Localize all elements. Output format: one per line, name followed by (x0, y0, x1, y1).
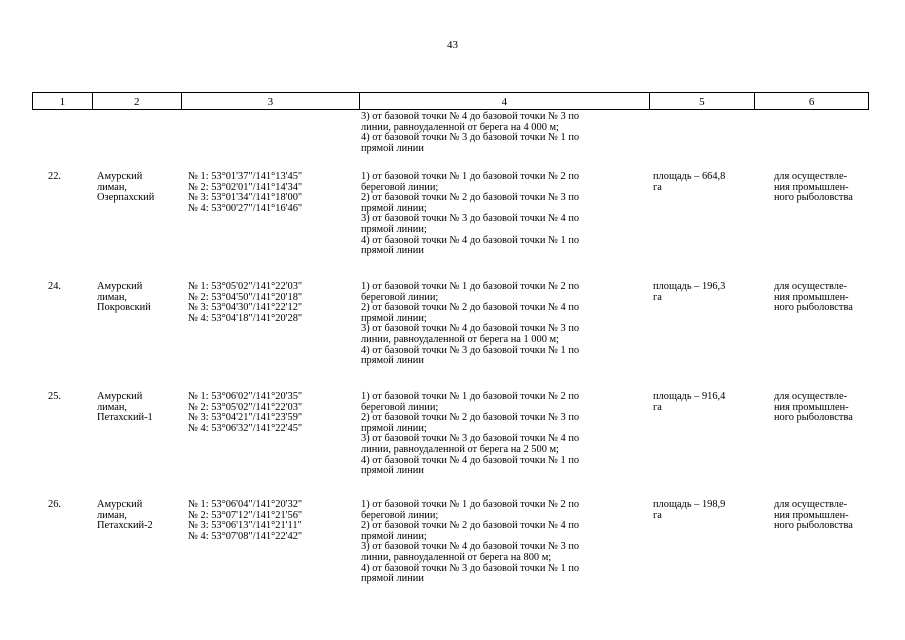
text-line: 3) от базовой точки № 4 до базовой точки № 3 по (361, 541, 580, 553)
text-line: ного рыболовства (774, 520, 853, 532)
text-line: береговой линии; (361, 509, 439, 521)
text-line: линии, равноудаленной от берега на 1 000 м; (361, 333, 559, 345)
text-line: площадь – 198,9 (653, 499, 726, 510)
boundary-description (361, 392, 646, 477)
text-line: площадь – 664,8 (653, 171, 726, 182)
text-line: № 1: 53°01'37"/141°13'45" (188, 171, 303, 182)
text-line: 2) от базовой точки № 2 до базовой точки № 3 по (361, 192, 580, 204)
text-line: 1) от базовой точки № 1 до базовой точки № 2 по (361, 281, 580, 292)
text-line: ния промышлен- (774, 181, 849, 193)
text-line: Петахский-2 (97, 520, 153, 532)
row-number: 25. (48, 391, 61, 402)
text-line: ния промышлен- (774, 401, 849, 413)
text-line: для осуществле- (774, 391, 848, 402)
purpose (774, 500, 874, 532)
coordinates (188, 172, 358, 214)
site-name (97, 500, 187, 532)
text-line: 1) от базовой точки № 1 до базовой точки № 2 по (361, 499, 580, 510)
area (653, 172, 753, 193)
row-number: 26. (48, 499, 61, 510)
text-line: № 4: 53°00'27"/141°16'46" (188, 202, 303, 214)
text-line: линии, равноудаленной от берега на 2 500 м; (361, 443, 559, 455)
continuation-text (361, 112, 651, 154)
header-cell: 6 (754, 93, 868, 109)
text-line: для осуществле- (774, 281, 848, 292)
text-line: 2) от базовой точки № 2 до базовой точки № 4 по (361, 520, 580, 532)
text-line: лиман, (97, 401, 128, 413)
text-line: ния промышлен- (774, 291, 849, 303)
text-line: для осуществле- (774, 171, 848, 182)
text-line: № 3: 53°04'30"/141°22'12" (188, 302, 303, 314)
text-line: 2) от базовой точки № 2 до базовой точки № 3 по (361, 412, 580, 424)
text-line: № 1: 53°06'02"/141°20'35" (188, 391, 303, 402)
purpose (774, 392, 874, 424)
text-line: 4) от базовой точки № 3 до базовой точки № 1 по (361, 562, 580, 574)
boundary-description (361, 172, 646, 257)
text-line: прямой линии (361, 465, 424, 477)
text-line: № 2: 53°04'50"/141°20'18" (188, 291, 303, 303)
row-number: 24. (48, 281, 61, 292)
text-line: 4) от базовой точки № 3 до базовой точки № 1 по (361, 132, 580, 144)
header-cell: 5 (649, 93, 755, 109)
text-line: Амурский (97, 281, 143, 292)
text-line: га (653, 181, 662, 193)
text-line: га (653, 509, 662, 521)
text-line: № 3: 53°06'13"/141°21'11" (188, 520, 302, 532)
text-line: № 3: 53°01'34"/141°18'00" (188, 192, 303, 204)
text-line: береговой линии; (361, 401, 439, 413)
page-number: 43 (447, 39, 458, 51)
text-line: 1) от базовой точки № 1 до базовой точки № 2 по (361, 171, 580, 182)
text-line: прямой линии (361, 245, 424, 257)
text-line: ного рыболовства (774, 412, 853, 424)
text-line: прямой линии; (361, 422, 427, 434)
text-line: лиман, (97, 181, 128, 193)
coordinates (188, 392, 358, 434)
text-line: 3) от базовой точки № 4 до базовой точки № 3 по (361, 323, 580, 335)
text-line: № 4: 53°04'18"/141°20'28" (188, 312, 303, 324)
site-name (97, 172, 187, 204)
text-line: для осуществле- (774, 499, 848, 510)
text-line: 2) от базовой точки № 2 до базовой точки № 4 по (361, 302, 580, 314)
text-line: 3) от базовой точки № 3 до базовой точки № 4 по (361, 213, 580, 225)
text-line: 1) от базовой точки № 1 до базовой точки № 2 по (361, 391, 580, 402)
text-line: прямой линии; (361, 312, 427, 324)
header-cell: 4 (359, 93, 648, 109)
text-line: 4) от базовой точки № 4 до базовой точки № 1 по (361, 454, 580, 466)
text-line: Амурский (97, 171, 143, 182)
text-line: Амурский (97, 499, 143, 510)
text-line: береговой линии; (361, 181, 439, 193)
boundary-description (361, 282, 646, 367)
area (653, 282, 753, 303)
text-line: № 2: 53°07'12"/141°21'56" (188, 509, 303, 521)
text-line: прямой линии (361, 573, 424, 585)
text-line: № 1: 53°06'04"/141°20'32" (188, 499, 303, 510)
text-line: 3) от базовой точки № 3 до базовой точки № 4 по (361, 433, 580, 445)
text-line: № 4: 53°07'08"/141°22'42" (188, 530, 303, 542)
header-cell: 2 (92, 93, 181, 109)
text-line: ния промышлен- (774, 509, 849, 521)
purpose (774, 172, 874, 204)
text-line: прямой линии; (361, 530, 427, 542)
text-line: площадь – 196,3 (653, 281, 726, 292)
header-cell: 1 (59, 96, 66, 108)
purpose (774, 282, 874, 314)
text-line: Озерпахский (97, 192, 155, 204)
coordinates (188, 500, 358, 542)
table-header (32, 92, 869, 110)
text-line: ного рыболовства (774, 302, 853, 314)
text-line: Покровский (97, 302, 151, 314)
text-line: прямой линии (361, 142, 424, 154)
text-line: ного рыболовства (774, 192, 853, 204)
text-line: прямой линии; (361, 223, 427, 235)
text-line: Петахский-1 (97, 412, 153, 424)
text-line: 3) от базовой точки № 4 до базовой точки № 3 по (361, 111, 580, 122)
text-line: га (653, 291, 662, 303)
text-line: лиман, (97, 291, 128, 303)
coordinates (188, 282, 358, 324)
text-line: № 2: 53°02'01"/141°14'34" (188, 181, 303, 193)
header-cell: 3 (181, 93, 360, 109)
text-line: 4) от базовой точки № 4 до базовой точки № 1 по (361, 234, 580, 246)
text-line: линии, равноудаленной от берега на 800 м; (361, 551, 552, 563)
text-line: береговой линии; (361, 291, 439, 303)
area (653, 392, 753, 413)
text-line: линии, равноудаленной от берега на 4 000 м; (361, 121, 559, 133)
text-line: Амурский (97, 391, 143, 402)
text-line: № 2: 53°05'02"/141°22'03" (188, 401, 303, 413)
text-line: № 1: 53°05'02"/141°22'03" (188, 281, 303, 292)
row-number: 22. (48, 171, 61, 182)
text-line: прямой линии; (361, 202, 427, 214)
area (653, 500, 753, 521)
text-line: № 4: 53°06'32"/141°22'45" (188, 422, 303, 434)
site-name (97, 282, 187, 314)
site-name (97, 392, 187, 424)
text-line: 4) от базовой точки № 3 до базовой точки № 1 по (361, 344, 580, 356)
boundary-description (361, 500, 646, 585)
text-line: № 3: 53°04'21"/141°23'59" (188, 412, 303, 424)
text-line: площадь – 916,4 (653, 391, 726, 402)
text-line: лиман, (97, 509, 128, 521)
text-line: га (653, 401, 662, 413)
text-line: прямой линии (361, 355, 424, 367)
